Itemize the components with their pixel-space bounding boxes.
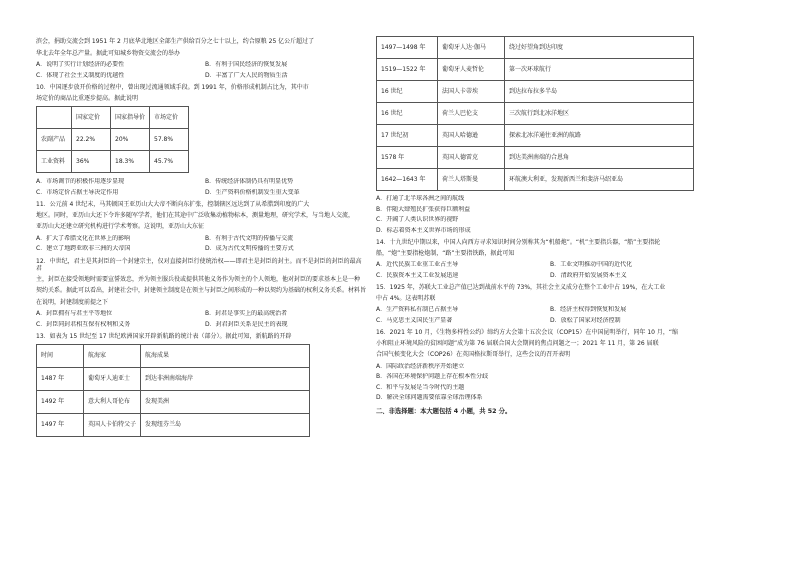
q14-option-b[interactable]: B．工业文明推动中国的近代化 xyxy=(550,261,633,268)
voyage-cell: 到达美洲南端的合恩角 xyxy=(505,147,694,169)
intro-line-1: 滨会，捐助交流会到 1951 年 2 月底华北地区全部生产供给百分之七十以上，约合原粮 25 亿公斤超过了 xyxy=(36,38,315,45)
q15-options xyxy=(376,306,716,324)
table-row xyxy=(37,367,310,390)
q16-stem-2: 小和阻止环境风险的贫困问题”成为第 76 届联合国大会期间的焦点问题之一；2021 年 11 月，第 26 届联 xyxy=(376,339,659,347)
voyage-table-header xyxy=(37,344,310,367)
voyage-cell: 环航澳大利亚，发现新西兰和斐济马绍亚岛 xyxy=(505,169,694,191)
q12-stem-3: 契约关系。据此可以看出，封建社会中，封建领主制度是在领主与封臣之间形成的一种以契约为基础的权利义务关系。材料旨 xyxy=(36,287,367,294)
q15-stem-2: 中占 4%。这表明苏联 xyxy=(376,294,436,302)
q12-option-d[interactable]: D．封君封臣关系是民主的表现 xyxy=(205,320,288,328)
voyage-header-cell: 航海成果 xyxy=(141,344,310,367)
q10-stem-1: 10．中国逐步放开价格的过程中，曾出现过流通领域手段。到 1991 年，价格形成机制占比为，其中市 xyxy=(36,84,309,91)
q10-option-c[interactable]: C．市场定价占据主导决定作用 xyxy=(36,188,119,196)
q11-stem-1: 11．公元前 4 世纪末，马其顿国王亚历山大大帝不断向东扩张，控制辖区远达到了从希腊到印度的广大 xyxy=(36,201,310,208)
q15-option-d[interactable]: D．放松了国家对经济控制 xyxy=(550,316,621,324)
voyage-cell: 1497—1498 年 xyxy=(377,37,438,59)
q14-stem-1: 14．十九世纪中期以来，中国人向西方寻求知识时间分别称其为“机船炮”。“机”主要指兵器，“船”主要指轮 xyxy=(376,239,661,246)
q14-option-d[interactable]: D．清政府开始发展资本主义 xyxy=(550,271,627,279)
q12-option-c[interactable]: C．封臣同封君相互保有权利和义务 xyxy=(36,320,131,328)
voyage-cell: 到达拉布拉多半岛 xyxy=(505,81,694,103)
q9-option-c[interactable]: C．体现了社会主义制度的优越性 xyxy=(36,71,125,79)
voyage-cell: 1519—1522 年 xyxy=(377,59,438,81)
price-cell: 农副产品 xyxy=(37,129,72,151)
intro-line-2: 华北去年全年总产量。据此可知城乡物资交流会的举办 xyxy=(36,49,181,57)
table-row xyxy=(377,103,694,125)
table-row xyxy=(37,413,310,436)
q11-option-c[interactable]: C．建立了地跨亚欧非三洲的大帝国 xyxy=(36,245,131,252)
q11-option-a[interactable]: A．扩大了希腊文化在世界上的影响 xyxy=(36,234,131,242)
q13-option-a[interactable]: A．打通了北半球各洲之间的航线 xyxy=(376,195,465,202)
q10-option-b[interactable]: B．传统经济体制仍具有明显优势 xyxy=(205,178,294,185)
q10-stem-2: 场定价的商品比重逐步提高。据此说明 xyxy=(36,94,139,102)
q9-option-d[interactable]: D．丰富了广大人民的物质生活 xyxy=(205,71,288,79)
q13-options xyxy=(376,195,716,234)
voyage-cell: 第一次环球航行 xyxy=(505,59,694,81)
table-row xyxy=(377,125,694,147)
voyage-header-cell: 时间 xyxy=(37,344,84,367)
q14-option-a[interactable]: A．近代民族工业重工业占主导 xyxy=(376,261,459,268)
voyage-cell: 发现纽芬兰岛 xyxy=(141,413,310,436)
price-header-cell xyxy=(37,107,72,129)
q14-option-c[interactable]: C．民族资本主义工业发展迅速 xyxy=(376,271,459,279)
q15-option-c[interactable]: C．马克思主义国民生产显著 xyxy=(376,316,453,324)
voyage-cell: 三次航行到北冰洋地区 xyxy=(505,103,694,125)
q10-options xyxy=(36,178,366,196)
q15-stem-1: 15．1925 年，苏联大工业总产值已达到战前水平的 73%，其社会主义成分在整个工业中占 19%，在大工业 xyxy=(376,284,666,291)
voyage-table xyxy=(36,344,310,437)
price-cell: 57.8% xyxy=(150,129,189,151)
table-row xyxy=(377,81,694,103)
price-header-cell: 国家指导价 xyxy=(111,107,150,129)
q16-option-b[interactable]: B．各国在环境保护问题上存在根本性分歧 xyxy=(376,373,489,380)
table-row xyxy=(377,59,694,81)
q13-stem: 13．如表为 15 世纪至 17 世纪欧洲国家开辟新航路的统计表（部分）。据此可知，新航路的开辟 xyxy=(36,333,292,340)
voyage-cell: 葡萄牙人达·伽马 xyxy=(438,37,505,59)
price-cell: 工业资料 xyxy=(37,151,72,173)
voyage-table-continued xyxy=(376,36,694,191)
q12-stem-4: 在说明，封建制度前提之下 xyxy=(36,298,109,306)
voyage-cell: 1497 年 xyxy=(37,413,84,436)
q16-option-a[interactable]: A．国际政治经济新秩序开始建立 xyxy=(376,362,465,370)
q13-option-c[interactable]: C．开阔了人类认识世界的视野 xyxy=(376,216,459,223)
table-row xyxy=(37,151,189,173)
price-cell: 18.3% xyxy=(111,151,150,173)
voyage-cell: 16 世纪 xyxy=(377,81,438,103)
price-header-cell: 市场定价 xyxy=(150,107,189,129)
price-cell: 22.2% xyxy=(72,129,111,151)
table-row xyxy=(377,169,694,191)
voyage-cell: 英国人哈德逊 xyxy=(438,125,505,147)
q10-option-d[interactable]: D．生产资料价格机制发生重大变革 xyxy=(205,188,300,196)
price-cell: 45.7% xyxy=(150,151,189,173)
voyage-cell: 法国人卡蒂埃 xyxy=(438,81,505,103)
q12-option-b[interactable]: B．封君是事实上的最高统治者 xyxy=(205,310,288,317)
q16-option-d[interactable]: D．解决全球问题需要依靠全球治理体系 xyxy=(376,394,483,401)
q10-option-a[interactable]: A．市场调节的积极作用逐步显现 xyxy=(36,178,125,185)
q12-options xyxy=(36,310,366,328)
q13-option-d[interactable]: D．标志着资本主义世界市场的形成 xyxy=(376,226,471,234)
voyage-cell: 英国人德雷克 xyxy=(438,147,505,169)
q16-options xyxy=(376,363,716,402)
q16-stem-3: 合国气候变化大会（COP26）在英国格拉斯哥举行，这些会议的召开表明 xyxy=(376,351,571,358)
table-row xyxy=(37,129,189,151)
price-cell: 36% xyxy=(72,151,111,173)
voyage-cell: 1642—1643 年 xyxy=(377,169,438,191)
q11-stem-2: 地区。同时，亚历山大还下令许多随军学者，他们在其途中广泛收集动植物标本，测量地理，研究学术，与当地人交流， xyxy=(36,211,355,219)
voyage-cell: 16 世纪 xyxy=(377,103,438,125)
q16-option-c[interactable]: C．和平与发展是当今时代的主题 xyxy=(376,383,465,391)
voyage-cell: 荷兰人巴伦支 xyxy=(438,103,505,125)
section-two-heading: 二、非选择题：本大题包括 4 小题，共 52 分。 xyxy=(376,407,512,415)
q14-options xyxy=(376,261,716,279)
q11-option-b[interactable]: B．有利于古代文明的传播与交流 xyxy=(205,234,294,242)
q15-option-b[interactable]: B．经济主权得到恢复和发展 xyxy=(550,306,627,313)
voyage-cell: 1487 年 xyxy=(37,367,84,390)
voyage-header-cell: 航海家 xyxy=(84,344,141,367)
q12-stem-2: 主，封臣在接受领地时需要宣誓效忠，并为领主服兵役或提供其他义务作为领主的个人领地，他对封臣的要求基本上是一种 xyxy=(36,275,361,283)
q9-option-b[interactable]: B．有利于国民经济的恢复发展 xyxy=(205,61,288,68)
q13-option-b[interactable]: B．伴随大肆殖民扩张获得巨额利益 xyxy=(376,205,471,213)
voyage-cell: 意大利人哥伦布 xyxy=(84,390,141,413)
q9-option-a[interactable]: A．说明了实行计划经济的必要性 xyxy=(36,61,125,68)
price-table-header xyxy=(37,107,189,129)
q16-stem-1: 16．2021 年 10 月，《生物多样性公约》缔约方大会第十五次会议（COP15）在中国昆明举行，同年 10 月，“缩 xyxy=(376,329,678,336)
price-header-cell: 国家定价 xyxy=(72,107,111,129)
voyage-cell: 绕过好望角到达印度 xyxy=(505,37,694,59)
right-column xyxy=(376,36,716,415)
table-row xyxy=(377,147,694,169)
q14-stem-2: 船，“炮”主要指枪炮制，“路”主要指铁路，据此可知 xyxy=(376,249,515,257)
q11-option-d[interactable]: D．成为古代文明传播的主要方式 xyxy=(205,245,294,252)
left-column xyxy=(36,38,366,437)
voyage-cell: 探索北冰洋通往亚洲的航路 xyxy=(505,125,694,147)
q11-options xyxy=(36,235,366,253)
voyage-cell: 17 世纪初 xyxy=(377,125,438,147)
price-cell: 20% xyxy=(111,129,150,151)
voyage-cell: 荷兰人塔斯曼 xyxy=(438,169,505,191)
voyage-cell: 发现美洲 xyxy=(141,390,310,413)
table-row xyxy=(37,390,310,413)
voyage-cell: 葡萄牙人迪亚士 xyxy=(84,367,141,390)
table-row xyxy=(377,37,694,59)
q15-option-a[interactable]: A．生产资料私有制已占据主导 xyxy=(376,306,459,313)
voyage-cell: 1578 年 xyxy=(377,147,438,169)
q12-stem-1: 12．中世纪，君主是其封臣的一个封建宗主，仅对直接封臣行使统治权——即君主是封臣的封主。而不是封臣的封臣的最高君 xyxy=(36,257,362,272)
voyage-cell: 1492 年 xyxy=(37,390,84,413)
price-table xyxy=(36,106,189,173)
q12-option-a[interactable]: A．封臣拥有与君主平等地位 xyxy=(36,310,113,317)
voyage-cell: 葡萄牙人麦哲伦 xyxy=(438,59,505,81)
voyage-cell: 英国人卡伯特父子 xyxy=(84,413,141,436)
q11-stem-3: 亚历山大还建立研究机构进行学术考察。这说明，亚历山大东征 xyxy=(36,223,205,230)
voyage-cell: 到达非洲南端海岸 xyxy=(141,367,310,390)
q9-options xyxy=(36,61,366,79)
